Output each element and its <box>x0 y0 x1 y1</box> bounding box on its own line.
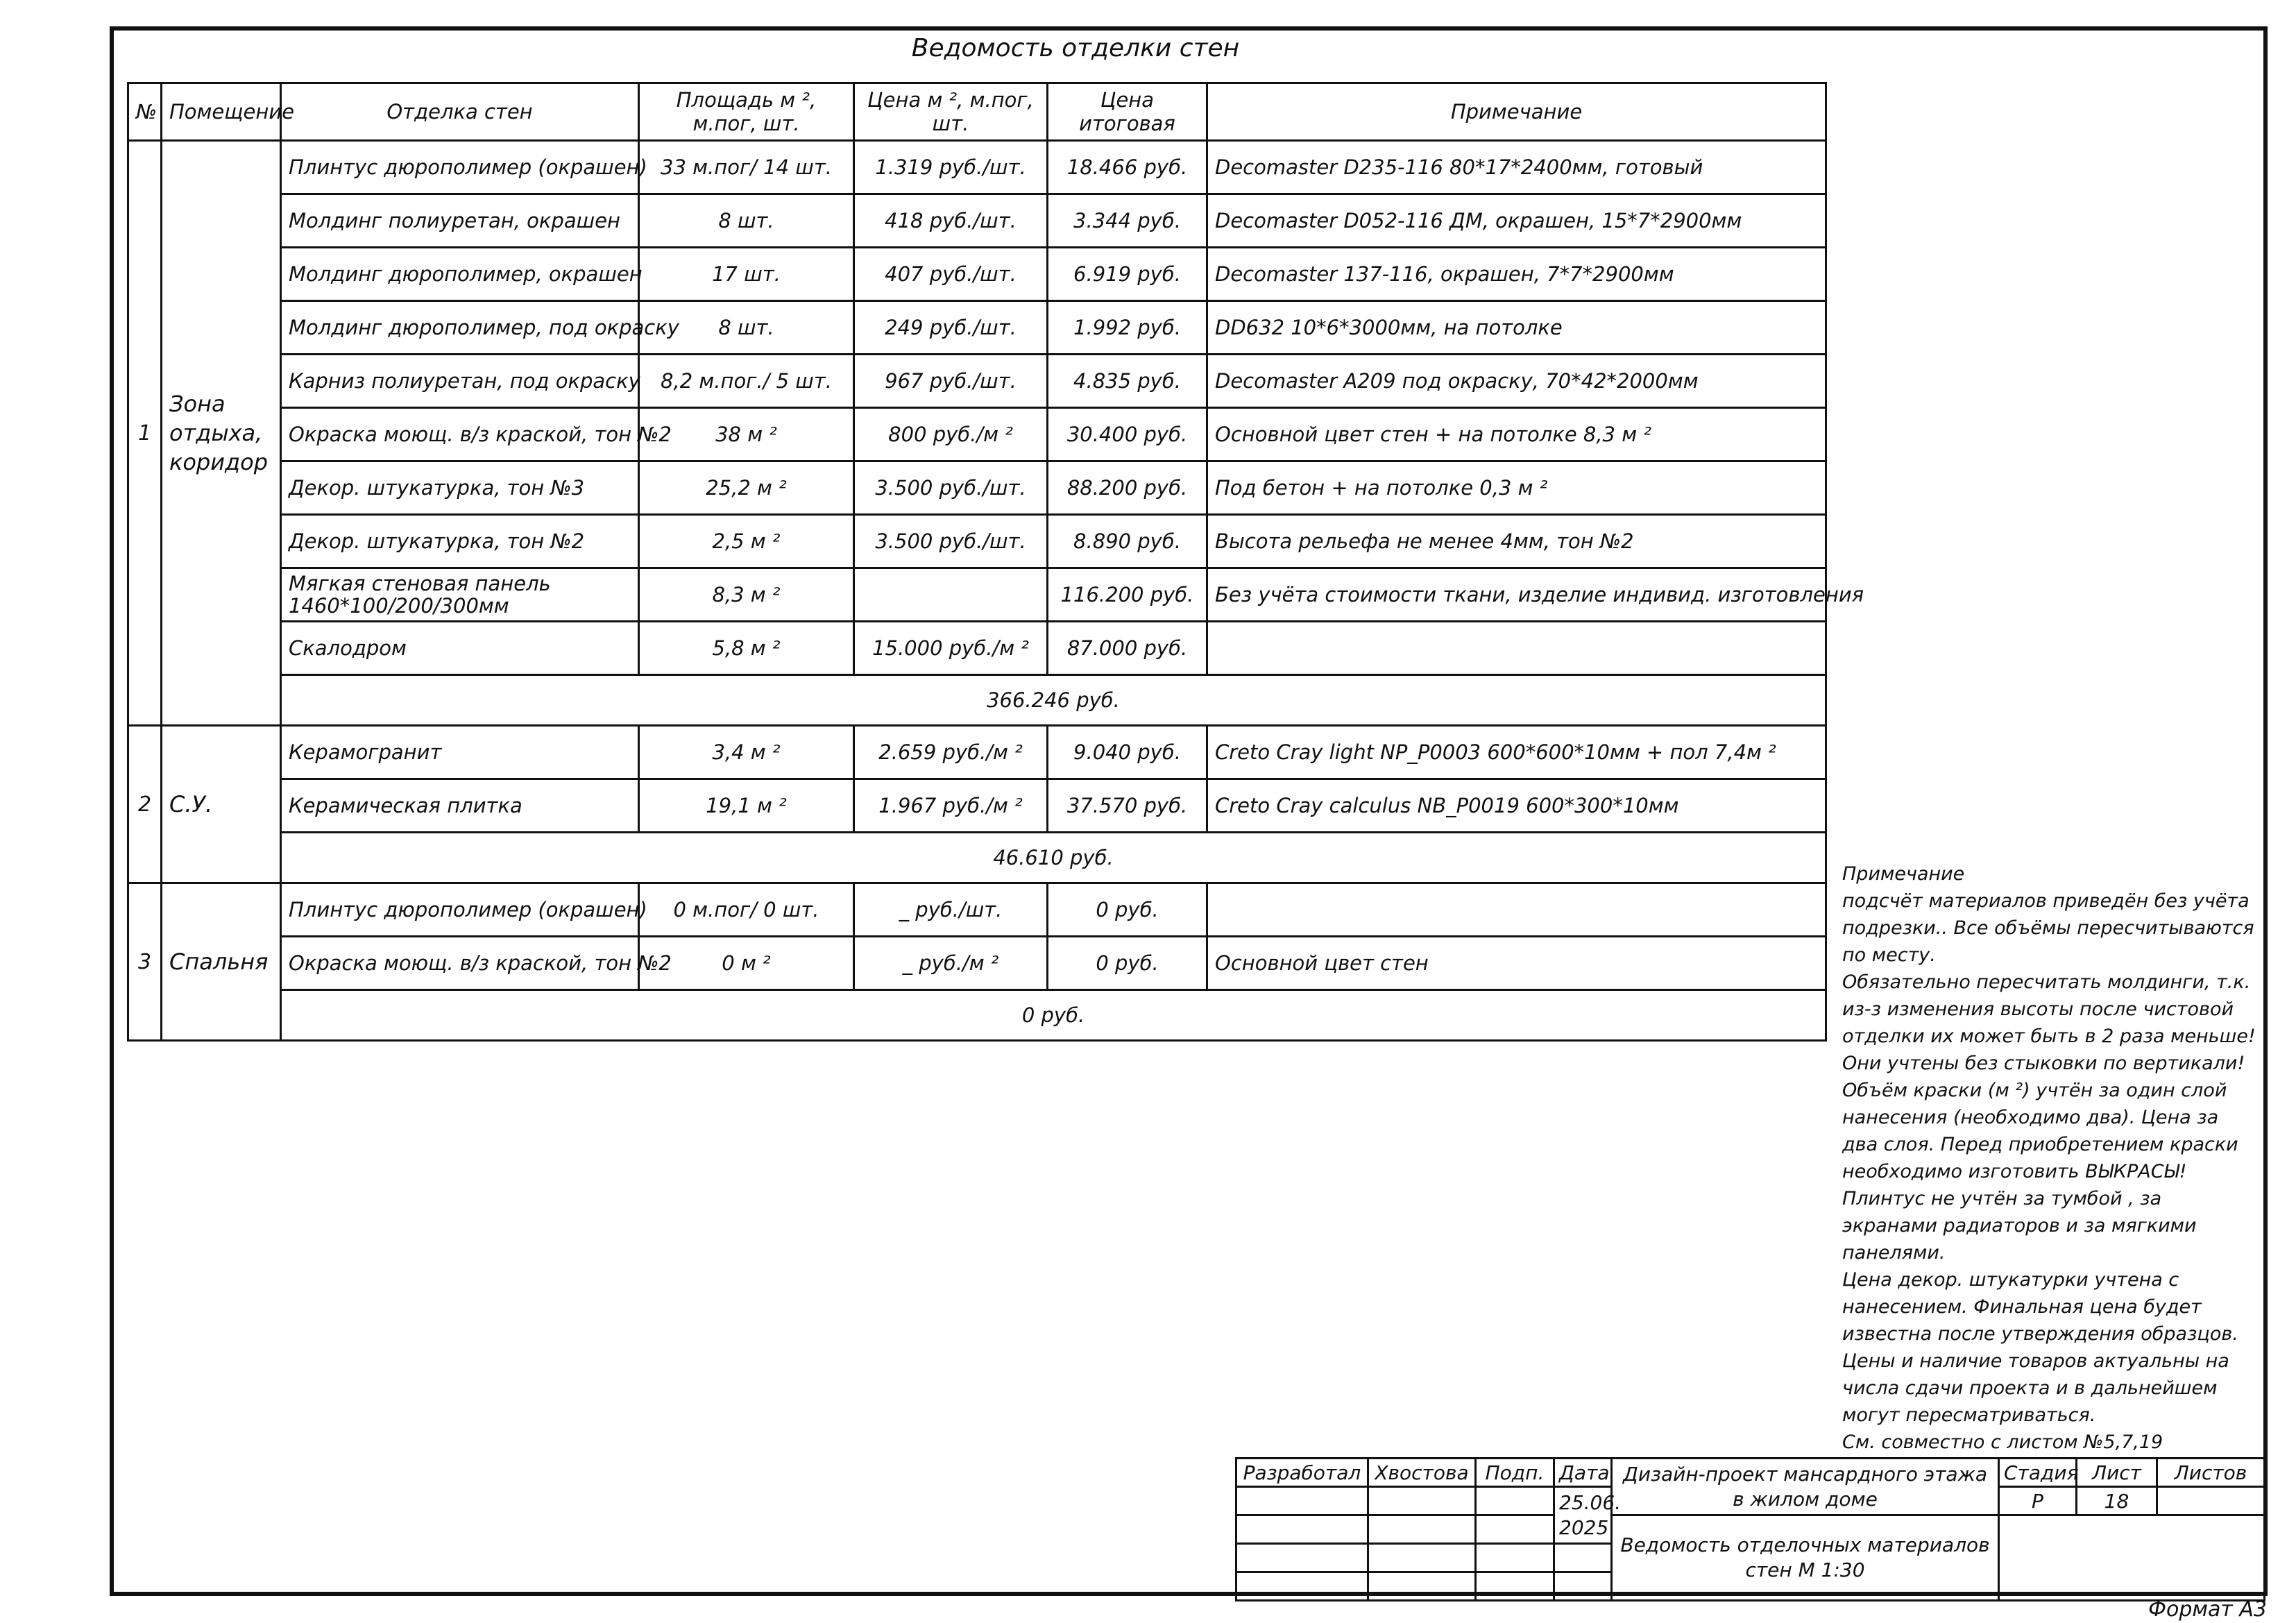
row-area: 5,8 м ² <box>639 622 854 675</box>
row-total: 37.570 руб. <box>1048 779 1207 833</box>
group-total-row <box>128 833 1826 883</box>
notes-heading: Примечание <box>1842 863 1965 885</box>
row-price: 407 руб./шт. <box>854 248 1048 301</box>
header-num: № <box>128 83 162 141</box>
row-total: 18.466 руб. <box>1048 141 1207 194</box>
row-price: 1.319 руб./шт. <box>854 141 1048 194</box>
note-item: Плинтус не учтён за тумбой , за экранами радиаторов и за мягкими панелями. <box>1842 1188 2197 1264</box>
group-total: 0 руб. <box>281 990 1826 1041</box>
table-row <box>128 248 1826 301</box>
row-price: 418 руб./шт. <box>854 194 1048 248</box>
row-price: 3.500 руб./шт. <box>854 515 1048 568</box>
row-price: 249 руб./шт. <box>854 301 1048 355</box>
row-area: 25,2 м ² <box>639 461 854 515</box>
row-room: С.У. <box>162 726 281 883</box>
note-item: Обязательно пересчитать молдинги, т.к. из-з изменения высоты после чистовой отделки их может быть в 2 раза меньше! Они учтены без стыковки по вертикали! <box>1842 971 2256 1074</box>
stamp-stage-label: Стадия <box>1999 1459 2077 1487</box>
row-area: 19,1 м ² <box>639 779 854 833</box>
stamp-sheets-label: Листов <box>2157 1459 2265 1487</box>
group-total-row <box>128 675 1826 726</box>
row-finish: Плинтус дюрополимер (окрашен) <box>281 141 639 194</box>
row-note: Основной цвет стен + на потолке 8,3 м ² <box>1207 408 1826 461</box>
group-total: 366.246 руб. <box>281 675 1826 726</box>
header-area: Площадь м ², м.пог, шт. <box>639 83 854 141</box>
row-note: Decomaster D052-116 ДМ, окрашен, 15*7*2900мм <box>1207 194 1826 248</box>
row-price: _ руб./м ² <box>854 937 1048 990</box>
row-finish: Молдинг дюрополимер, под окраску <box>281 301 639 355</box>
note-item: Цена декор. штукатурки учтена с нанесением. Финальная цена будет известна после утверждения образцов. <box>1842 1269 2238 1345</box>
table-row <box>128 408 1826 461</box>
header-room: Помещение <box>162 83 281 141</box>
table-row <box>128 937 1826 990</box>
row-area: 0 м ² <box>639 937 854 990</box>
row-total: 1.992 руб. <box>1048 301 1207 355</box>
row-note: Основной цвет стен <box>1207 937 1826 990</box>
format-label: Формат А3 <box>2148 1597 2267 1622</box>
row-finish: Плинтус дюрополимер (окрашен) <box>281 883 639 937</box>
row-price <box>854 568 1048 622</box>
note-item: Цены и наличие товаров актуальны на числа сдачи проекта и в дальнейшем могут пересматриваться. <box>1842 1350 2229 1426</box>
row-finish: Окраска моющ. в/з краской, тон №2 <box>281 937 639 990</box>
row-note: Decomaster 137-116, окрашен, 7*7*2900мм <box>1207 248 1826 301</box>
stamp-developed-label: Разработал <box>1236 1459 1368 1487</box>
group-total-row <box>128 990 1826 1041</box>
row-note: Без учёта стоимости ткани, изделие индивид. изготовления <box>1207 568 1826 622</box>
table-row <box>128 355 1826 408</box>
stamp-date-label: Дата <box>1554 1459 1612 1487</box>
page-title: Ведомость отделки стен <box>911 34 1240 62</box>
row-area: 8,3 м ² <box>639 568 854 622</box>
table-row <box>128 568 1826 622</box>
row-finish: Керамогранит <box>281 726 639 779</box>
row-area: 0 м.пог/ 0 шт. <box>639 883 854 937</box>
stamp-date: 25.06. 2025 <box>1554 1487 1612 1544</box>
row-total: 88.200 руб. <box>1048 461 1207 515</box>
row-finish: Окраска моющ. в/з краской, тон №2 <box>281 408 639 461</box>
table-row <box>128 883 1826 937</box>
row-area: 8,2 м.пог./ 5 шт. <box>639 355 854 408</box>
finish-table <box>127 82 1864 1042</box>
header-finish: Отделка стен <box>281 83 639 141</box>
header-price: Цена м ², м.пог, шт. <box>854 83 1048 141</box>
row-price: 1.967 руб./м ² <box>854 779 1048 833</box>
row-total: 8.890 руб. <box>1048 515 1207 568</box>
row-price: 967 руб./шт. <box>854 355 1048 408</box>
row-note <box>1207 883 1826 937</box>
row-num: 1 <box>128 141 162 726</box>
stamp-sheet-label: Лист <box>2077 1459 2157 1487</box>
notes-block <box>1842 860 2259 1456</box>
table-row <box>128 301 1826 355</box>
group-total: 46.610 руб. <box>281 833 1826 883</box>
table-row <box>128 726 1826 779</box>
note-item: Объём краски (м ²) учтён за один слой нанесения (необходимо два). Цена за два слоя. Перед приобретением краски необходимо изготовить ВЫКРАСЫ! <box>1842 1080 2238 1182</box>
row-price: 3.500 руб./шт. <box>854 461 1048 515</box>
note-item: См. совместно с листом №5,7,19 <box>1842 1431 2163 1453</box>
row-area: 3,4 м ² <box>639 726 854 779</box>
row-area: 33 м.пог/ 14 шт. <box>639 141 854 194</box>
row-note: Под бетон + на потолке 0,3 м ² <box>1207 461 1826 515</box>
table-row <box>128 141 1826 194</box>
row-price: 2.659 руб./м ² <box>854 726 1048 779</box>
row-finish: Молдинг полиуретан, окрашен <box>281 194 639 248</box>
stamp-sheet: 18 <box>2077 1487 2157 1515</box>
header-total: Цена итоговая <box>1048 83 1207 141</box>
row-total: 4.835 руб. <box>1048 355 1207 408</box>
row-total: 116.200 руб. <box>1048 568 1207 622</box>
row-note: DD632 10*6*3000мм, на потолке <box>1207 301 1826 355</box>
row-price: 15.000 руб./м ² <box>854 622 1048 675</box>
row-area: 38 м ² <box>639 408 854 461</box>
row-note: Creto Cray calculus NB_P0019 600*300*10мм <box>1207 779 1826 833</box>
row-num: 3 <box>128 883 162 1041</box>
row-finish: Декор. штукатурка, тон №3 <box>281 461 639 515</box>
stamp-developer: Хвостова <box>1368 1459 1476 1487</box>
table-row <box>128 461 1826 515</box>
row-total: 3.344 руб. <box>1048 194 1207 248</box>
row-price: 800 руб./м ² <box>854 408 1048 461</box>
row-room: Зона отдыха, коридор <box>162 141 281 726</box>
row-finish: Керамическая плитка <box>281 779 639 833</box>
row-finish: Декор. штукатурка, тон №2 <box>281 515 639 568</box>
row-total: 87.000 руб. <box>1048 622 1207 675</box>
table-row <box>128 194 1826 248</box>
table-row <box>128 515 1826 568</box>
row-area: 8 шт. <box>639 301 854 355</box>
title-block <box>1235 1457 2265 1601</box>
row-total: 30.400 руб. <box>1048 408 1207 461</box>
row-total: 6.919 руб. <box>1048 248 1207 301</box>
row-area: 2,5 м ² <box>639 515 854 568</box>
stamp-sign-label: Подп. <box>1476 1459 1554 1487</box>
stamp-doc-title: Ведомость отделочных материалов стен М 1:30 <box>1612 1515 1999 1601</box>
stamp-sheets <box>2157 1487 2265 1515</box>
row-finish: Мягкая стеновая панель 1460*100/200/300мм <box>281 568 639 622</box>
row-note: Decomaster D235-116 80*17*2400мм, готовый <box>1207 141 1826 194</box>
row-num: 2 <box>128 726 162 883</box>
row-note: Высота рельефа не менее 4мм, тон №2 <box>1207 515 1826 568</box>
table-header-row <box>128 83 1826 141</box>
row-total: 9.040 руб. <box>1048 726 1207 779</box>
stamp-project: Дизайн-проект мансардного этажа в жилом доме <box>1612 1459 1999 1515</box>
table-row <box>128 779 1826 833</box>
row-finish: Молдинг дюрополимер, окрашен <box>281 248 639 301</box>
row-note: Creto Cray light NP_P0003 600*600*10мм + пол 7,4м ² <box>1207 726 1826 779</box>
row-note <box>1207 622 1826 675</box>
row-room: Спальня <box>162 883 281 1041</box>
header-note: Примечание <box>1207 83 1826 141</box>
row-finish: Карниз полиуретан, под окраску <box>281 355 639 408</box>
row-price: _ руб./шт. <box>854 883 1048 937</box>
stamp-stage: Р <box>1999 1487 2077 1515</box>
note-item: подсчёт материалов приведён без учёта подрезки.. Все объёмы пересчитываются по месту. <box>1842 890 2254 966</box>
row-note: Decomaster A209 под окраску, 70*42*2000мм <box>1207 355 1826 408</box>
row-finish: Скалодром <box>281 622 639 675</box>
table-row <box>128 622 1826 675</box>
row-total: 0 руб. <box>1048 883 1207 937</box>
row-area: 8 шт. <box>639 194 854 248</box>
row-total: 0 руб. <box>1048 937 1207 990</box>
row-area: 17 шт. <box>639 248 854 301</box>
